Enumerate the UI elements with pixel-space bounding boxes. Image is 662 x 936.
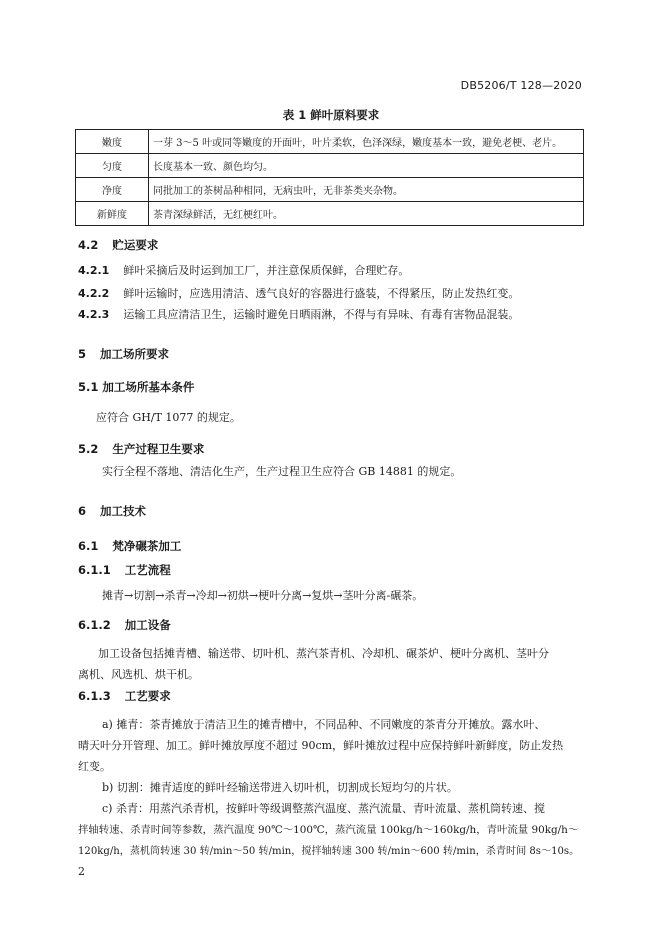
- section-heading-5: [78, 346, 169, 362]
- section-number: 6.1.1: [78, 563, 111, 577]
- clause-text: 鲜叶采摘后及时运到加工厂，并注意保质保鲜，合理贮存。: [123, 264, 410, 277]
- clause-number: 4.2.2: [78, 287, 110, 300]
- table-cell-name: 匀度: [76, 154, 149, 178]
- table-row: [76, 202, 584, 226]
- section-heading-5-2: [78, 441, 204, 457]
- item-a-line-1: a) 摊青：茶青摊放于清洁卫生的摊青槽中，不同品种、不同嫩度的茶青分开摊放。露水叶、: [102, 718, 546, 731]
- table-cell-name: 新鲜度: [76, 202, 149, 226]
- section-title: 加工场所基本条件: [102, 380, 195, 394]
- section-5-1-text: 应符合 GH/T 1077 的规定。: [96, 411, 241, 424]
- section-number: 4.2: [78, 238, 99, 252]
- section-title: 加工场所要求: [100, 347, 170, 361]
- table-cell-desc: 茶青深绿鲜活，无红梗红叶。: [149, 202, 584, 226]
- section-heading-6: [78, 503, 146, 519]
- table-row: [76, 154, 584, 178]
- item-c-line-3: 120kg/h，蒸机筒转速 30 转/min～50 转/min，搅拌轴转速 300 转/min～600 转/min，杀青时间 8s～10s。: [78, 846, 580, 857]
- clause-number: 4.2.3: [78, 308, 110, 321]
- table-cell-name: 净度: [76, 178, 149, 202]
- item-c-line-2: 拌轴转速、杀青时间等参数，蒸汽温度 90℃～100℃，蒸汽流量 100kg/h～160kg/h，青叶流量 90kg/h～: [78, 824, 579, 836]
- table-row: [76, 130, 584, 154]
- process-flow-text: 摊青→切割→杀青→冷却→初烘→梗叶分离→复烘→茎叶分离-碾茶。: [102, 589, 424, 602]
- clause-text: 运输工具应清洁卫生，运输时避免日晒雨淋，不得与有异味、有毒有害物品混装。: [123, 308, 520, 321]
- table-title: 表 1 鲜叶原料要求: [282, 108, 380, 122]
- clause-4-2-1: [78, 262, 409, 278]
- item-a-line-2: 晴天叶分开管理、加工。鲜叶摊放厚度不超过 90cm，鲜叶摊放过程中应保持鲜叶新鲜度，防止发热: [78, 739, 564, 752]
- table-cell-desc: 长度基本一致、颜色均匀。: [149, 154, 584, 178]
- clause-4-2-3: [78, 306, 519, 322]
- page-number: 2: [78, 865, 85, 878]
- item-a-line-3: 红变。: [78, 760, 111, 773]
- item-c-line-1: c) 杀青：用蒸汽杀青机，按鲜叶等级调整蒸汽温度、蒸汽流量、青叶流量、蒸机筒转速、搅: [102, 802, 545, 815]
- section-heading-6-1: [78, 538, 181, 554]
- clause-text: 鲜叶运输时，应选用清洁、透气良好的容器进行盛装，不得紧压，防止发热红变。: [123, 287, 520, 300]
- section-title: 加工设备: [124, 618, 171, 632]
- section-number: 5.2: [78, 442, 99, 456]
- equipment-text-line-2: 离机、风选机、烘干机。: [78, 668, 199, 681]
- table-cell-desc: 同批加工的茶树品种相同，无病虫叶，无非茶类夹杂物。: [149, 178, 584, 202]
- section-title: 贮运要求: [112, 238, 159, 252]
- table-row: [76, 178, 584, 202]
- section-title: 加工技术: [100, 504, 147, 518]
- section-number: 6.1.2: [78, 618, 111, 632]
- raw-material-table: [75, 129, 584, 226]
- section-heading-4-2: [78, 237, 158, 253]
- section-title: 梵净碾茶加工: [112, 539, 182, 553]
- section-heading-6-1-3: [78, 688, 171, 704]
- section-number: 6.1.3: [78, 689, 111, 703]
- table-cell-desc: 一芽 3～5 叶或同等嫩度的开面叶，叶片柔软，色泽深绿，嫩度基本一致，避免老梗、老片。: [149, 130, 584, 154]
- section-5-2-text: 实行全程不落地、清洁化生产，生产过程卫生应符合 GB 14881 的规定。: [102, 465, 462, 478]
- section-number: 6: [78, 504, 87, 518]
- equipment-text-line-1: 加工设备包括摊青槽、输送带、切叶机、蒸汽茶青机、冷却机、碾茶炉、梗叶分离机、茎叶分: [98, 647, 549, 660]
- table-cell-name: 嫩度: [76, 130, 149, 154]
- item-b-line-1: b) 切割：摊青适度的鲜叶经输送带进入切叶机，切割成长短均匀的片状。: [102, 781, 458, 794]
- clause-number: 4.2.1: [78, 264, 110, 277]
- section-number: 5.1: [78, 380, 99, 394]
- document-code: DB5206/T 128—2020: [460, 79, 582, 92]
- section-heading-5-1: [78, 379, 194, 395]
- section-heading-6-1-2: [78, 617, 171, 633]
- section-number: 5: [78, 347, 87, 361]
- clause-4-2-2: [78, 285, 519, 301]
- section-title: 工艺流程: [124, 563, 171, 577]
- section-heading-6-1-1: [78, 562, 171, 578]
- section-title: 工艺要求: [124, 689, 171, 703]
- section-title: 生产过程卫生要求: [112, 442, 205, 456]
- section-number: 6.1: [78, 539, 99, 553]
